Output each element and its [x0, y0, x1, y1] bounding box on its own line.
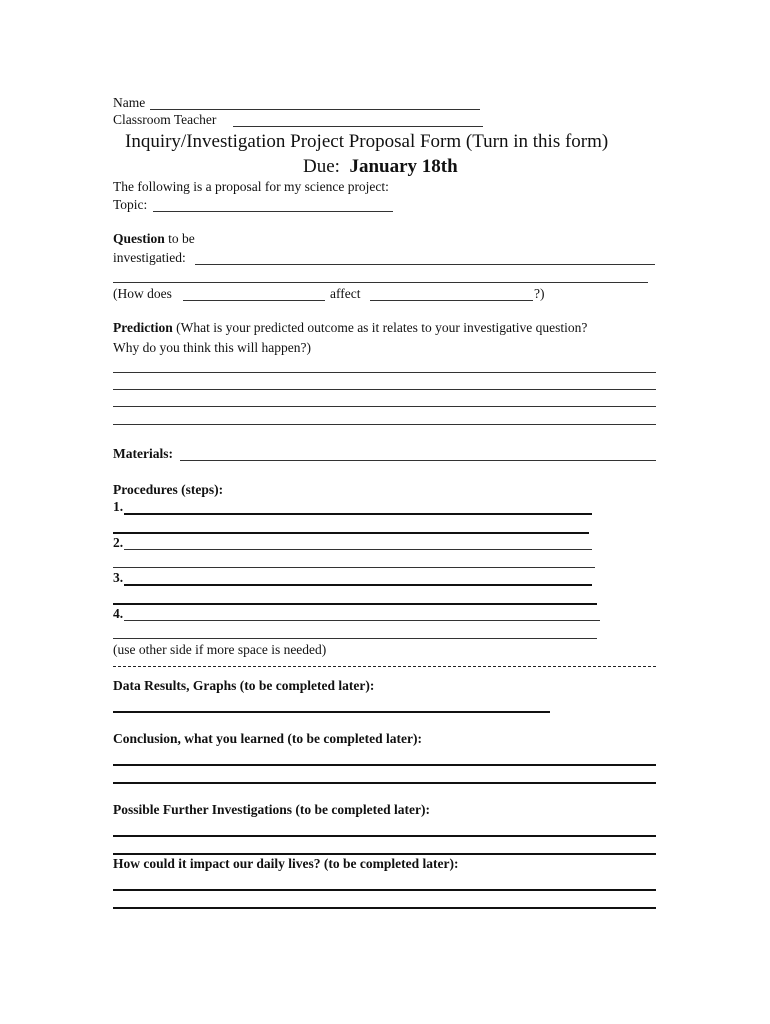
conclusion-line-1[interactable] — [113, 764, 656, 766]
question-close: ?) — [534, 286, 545, 301]
data-results-label: Data Results, Graphs (to be completed later): — [113, 678, 375, 693]
how-does-blank[interactable] — [183, 300, 325, 301]
due-label: Due: — [303, 156, 340, 177]
step-1-line-1[interactable] — [124, 513, 592, 515]
further-line-2[interactable] — [113, 853, 656, 855]
section-divider — [113, 666, 656, 667]
impact-line-2[interactable] — [113, 907, 656, 909]
step-3-line-1[interactable] — [124, 584, 592, 586]
data-results-line[interactable] — [113, 711, 550, 713]
due-line — [303, 157, 458, 176]
due-date: January 18th — [349, 156, 458, 177]
step-2-label: 2. — [113, 535, 124, 550]
prediction-label-rest: (What is your predicted outcome as it relates to your investigative question? — [172, 320, 588, 335]
prediction-field-line-3[interactable] — [113, 406, 656, 407]
question-heading — [113, 232, 195, 246]
prediction-field-line-4[interactable] — [113, 424, 656, 425]
step-2-line-1[interactable] — [124, 549, 592, 550]
other-side-note: (use other side if more space is needed) — [113, 642, 327, 657]
step-1-label: 1. — [113, 499, 124, 514]
question-line2: investigatied: — [113, 250, 186, 265]
step-4-line-2[interactable] — [113, 638, 597, 639]
impact-line-1[interactable] — [113, 889, 656, 891]
prediction-heading — [113, 321, 587, 335]
step-3-line-2[interactable] — [113, 603, 597, 605]
teacher-label: Classroom Teacher — [113, 112, 217, 127]
conclusion-line-2[interactable] — [113, 782, 656, 784]
step-4-line-1[interactable] — [124, 620, 600, 621]
step-2-line-2[interactable] — [113, 567, 595, 568]
further-line-1[interactable] — [113, 835, 656, 837]
prediction-label: Prediction — [113, 320, 173, 335]
materials-field-line[interactable] — [180, 460, 656, 461]
prediction-field-line-2[interactable] — [113, 389, 656, 390]
materials-label: Materials: — [113, 446, 173, 461]
name-field-line[interactable] — [150, 109, 480, 110]
prediction-line2: Why do you think this will happen?) — [113, 340, 311, 355]
question-field-line-2[interactable] — [113, 282, 648, 283]
affect-blank[interactable] — [370, 300, 533, 301]
procedures-label: Procedures (steps): — [113, 482, 224, 497]
topic-label: Topic: — [113, 197, 148, 212]
conclusion-label: Conclusion, what you learned (to be completed later): — [113, 731, 422, 746]
step-1-line-2[interactable] — [113, 532, 589, 534]
question-label-rest: to be — [164, 231, 195, 246]
name-label: Name — [113, 95, 146, 110]
step-3-label: 3. — [113, 570, 124, 585]
how-does-label: (How does — [113, 286, 172, 301]
question-field-line-1[interactable] — [195, 264, 655, 265]
affect-label: affect — [330, 286, 361, 301]
further-label: Possible Further Investigations (to be completed later): — [113, 802, 430, 817]
teacher-field-line[interactable] — [233, 126, 483, 127]
proposal-intro: The following is a proposal for my science project: — [113, 179, 389, 194]
prediction-field-line-1[interactable] — [113, 372, 656, 373]
step-4-label: 4. — [113, 606, 124, 621]
form-title: Inquiry/Investigation Project Proposal Form (Turn in this form) — [125, 131, 609, 152]
question-label: Question — [113, 231, 165, 246]
topic-field-line[interactable] — [153, 211, 393, 212]
impact-label: How could it impact our daily lives? (to be completed later): — [113, 856, 459, 871]
